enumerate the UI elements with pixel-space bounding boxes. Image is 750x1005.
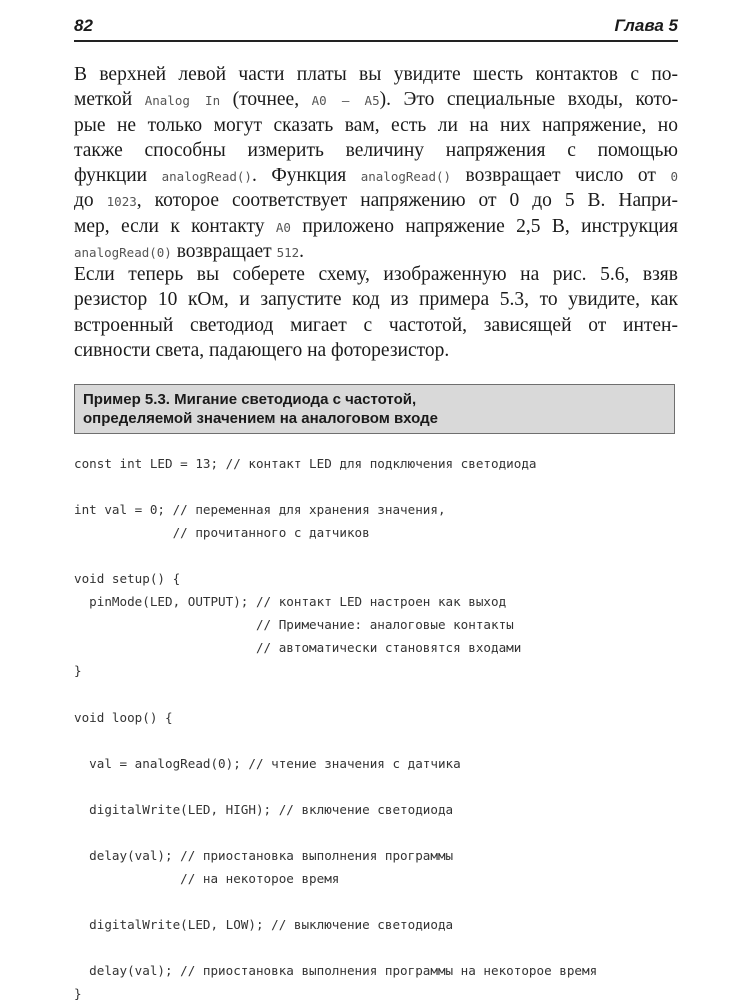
chapter-title: Глава 5 <box>614 16 678 35</box>
text-line <box>74 113 678 138</box>
inline-code: analogRead(0) <box>74 245 172 261</box>
code-line: int val = 0; // переменная для хранения значения, <box>74 502 446 518</box>
code-line <box>74 890 684 913</box>
text-line <box>74 239 678 264</box>
code-line <box>74 544 684 567</box>
text-span: рые не только могут сказать вам, есть ли на них напряжение, но <box>74 114 678 136</box>
text-span: мер, если к контакту <box>74 215 276 237</box>
text-line <box>74 163 678 188</box>
inline-code: analogRead() <box>161 169 252 185</box>
text-line <box>74 138 678 163</box>
inline-code: 0 <box>670 169 678 185</box>
text-span: функции <box>74 165 162 187</box>
text-line <box>74 287 678 312</box>
inline-code: Analog In <box>144 93 221 109</box>
code-line <box>74 821 684 844</box>
code-line: } <box>74 986 82 1002</box>
paragraph-analog-inputs <box>74 62 678 264</box>
code-line: // автоматически становятся входами <box>74 640 522 656</box>
text-line <box>74 313 678 338</box>
text-line <box>74 62 678 87</box>
text-span: (точнее, <box>220 89 312 111</box>
text-span: Если теперь вы соберете схему, изображенную на рис. 5.6, взяв <box>74 264 678 285</box>
code-line: // на некоторое время <box>74 870 340 886</box>
listing-title-line: определяемой значением на аналоговом входе <box>83 410 438 427</box>
code-line: delay(val); // приостановка выполнения программы на некоторое время <box>74 963 598 979</box>
inline-code: A0 <box>275 219 291 235</box>
code-line: // прочитанного с датчиков <box>74 525 370 541</box>
text-span: приложено напряжение 2,5 В, инструкция <box>290 215 678 237</box>
paragraph-circuit-description <box>74 262 678 363</box>
inline-code: A0 — A5 <box>311 93 380 109</box>
text-line <box>74 338 678 363</box>
code-listing <box>74 452 684 1005</box>
code-line <box>74 729 684 752</box>
text-span: . Функция <box>251 165 361 187</box>
code-line: digitalWrite(LED, HIGH); // включение светодиода <box>74 801 454 817</box>
text-span: В верхней левой части платы вы увидите шесть контактов с по- <box>74 64 678 85</box>
listing-title-box <box>74 384 675 434</box>
text-span: ). Это специальные входы, кото- <box>379 89 678 111</box>
inline-code: analogRead() <box>360 169 452 185</box>
text-span: встроенный светодиод мигает с частотой, зависящей от интен- <box>74 314 678 336</box>
text-span: , которое соответствует напряжению от 0 до 5 В. Напри- <box>136 190 678 212</box>
page-number: 82 <box>74 16 93 35</box>
code-line: pinMode(LED, OUTPUT); // контакт LED настроен как выход <box>74 594 507 610</box>
text-span: также способны измерить величину напряжения с помощью <box>74 139 678 161</box>
code-line <box>74 475 684 498</box>
listing-title-line: Пример 5.3. Мигание светодиода с частотой, <box>83 391 417 408</box>
text-span: сивности света, падающего на фоторезистор. <box>74 339 450 361</box>
text-span: меткой <box>74 89 145 111</box>
code-line: // Примечание: аналоговые контакты <box>74 617 514 633</box>
code-line: val = analogRead(0); // чтение значения с датчика <box>74 755 461 771</box>
code-line: delay(val); // приостановка выполнения программы <box>74 847 454 863</box>
text-line <box>74 262 678 287</box>
code-line: void loop() { <box>74 709 173 725</box>
text-span: резистор 10 кОм, и запустите код из примера 5.3, то увидите, как <box>74 289 678 311</box>
text-span: до <box>74 190 107 212</box>
text-line <box>74 188 678 213</box>
code-line <box>74 775 684 798</box>
code-line: } <box>74 663 82 679</box>
inline-code: 512 <box>276 245 300 261</box>
text-span: . <box>299 241 305 263</box>
text-line <box>74 214 678 239</box>
code-line: const int LED = 13; // контакт LED для подключения светодиода <box>74 456 537 471</box>
text-line <box>74 87 678 112</box>
code-line <box>74 682 684 705</box>
text-span: возвращает <box>171 241 277 263</box>
text-span: возвращает число от <box>451 165 671 187</box>
code-line: void setup() { <box>74 571 181 587</box>
page-header <box>74 12 678 42</box>
inline-code: 1023 <box>106 194 137 210</box>
code-line <box>74 936 684 959</box>
code-line: digitalWrite(LED, LOW); // выключение светодиода <box>74 916 454 932</box>
